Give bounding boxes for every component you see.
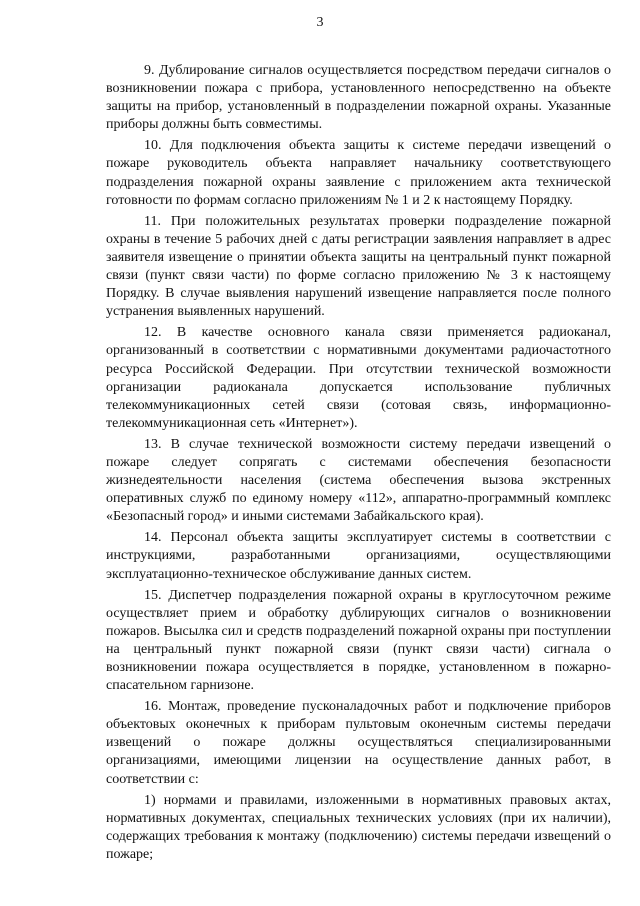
- paragraph-15: 15. Диспетчер подразделения пожарной охраны в круглосуточном режиме осуществляет прием и обработку дублирующих сигналов о возникновении пожаров. Высылка сил и средств подразделений пожарной охраны при поступлении на центральный пункт пожарной связи (пункт связи части) сигнала о возникновении пожара осуществляется в порядке, установленном в пожарно-спасательном гарнизоне.: [106, 587, 611, 694]
- document-body: [106, 62, 611, 867]
- paragraph-14: 14. Персонал объекта защиты эксплуатирует системы в соответствии с инструкциями, разработанными организациями, осуществляющими эксплуатационно-техническое обслуживание данных систем.: [106, 530, 611, 582]
- paragraph-9: 9. Дублирование сигналов осуществляется посредством передачи сигналов о возникновении пожара с прибора, установленного непосредственно на объекте защиты на прибор, установленный в подразделении пожарной охраны. Указанные приборы должны быть совместимы.: [106, 63, 611, 133]
- paragraph-11: 11. При положительных результатах проверки подразделение пожарной охраны в течение 5 рабочих дней с даты регистрации заявления направляет в адрес заявителя извещение о принятии объекта защиты на центральный пункт пожарной связи (пункт связи части) по форме согласно приложению № 3 к настоящему Порядку. В случае выявления нарушений извещение направляется после полного устранения выявленных нарушений.: [106, 213, 611, 320]
- paragraph-13: 13. В случае технической возможности систему передачи извещений о пожаре следует сопрягать с системами обеспечения безопасности жизнедеятельности населения (система обеспечения вызова экстренных оперативных служб по единому номеру «112», аппаратно-программный комплекс «Безопасный город» и иными системами Забайкальского края).: [106, 436, 611, 525]
- paragraph-16-item-1: 1) нормами и правилами, изложенными в нормативных правовых актах, нормативных документах, специальных технических условиях (при их наличии), содержащих требования к монтажу (подключению) системы передачи извещений о пожаре;: [106, 792, 611, 862]
- paragraph-16: 16. Монтаж, проведение пусконаладочных работ и подключение приборов объектовых оконечных к приборам пультовым оконечным системы передачи извещений о пожаре должны осуществляться специализированными организациями, имеющими лицензии на осуществление данных работ, в соответствии с:: [106, 699, 611, 787]
- paragraph-12: 12. В качестве основного канала связи применяется радиоканал, организованный в соответствии с нормативными документами радиочастотного ресурса Российской Федерации. При отсутствии технической возможности организации радиоканала допускается использование публичных телекоммуникационных сетей связи (сотовая связь, информационно-телекоммуникационная сеть «Интернет»).: [106, 325, 611, 431]
- paragraph-10: 10. Для подключения объекта защиты к системе передачи извещений о пожаре руководитель объекта направляет начальнику соответствующего подразделения пожарной охраны заявление с приложением акта технической готовности по формам согласно приложениям № 1 и 2 к настоящему Порядку.: [106, 138, 611, 208]
- page-number: 3: [316, 15, 324, 30]
